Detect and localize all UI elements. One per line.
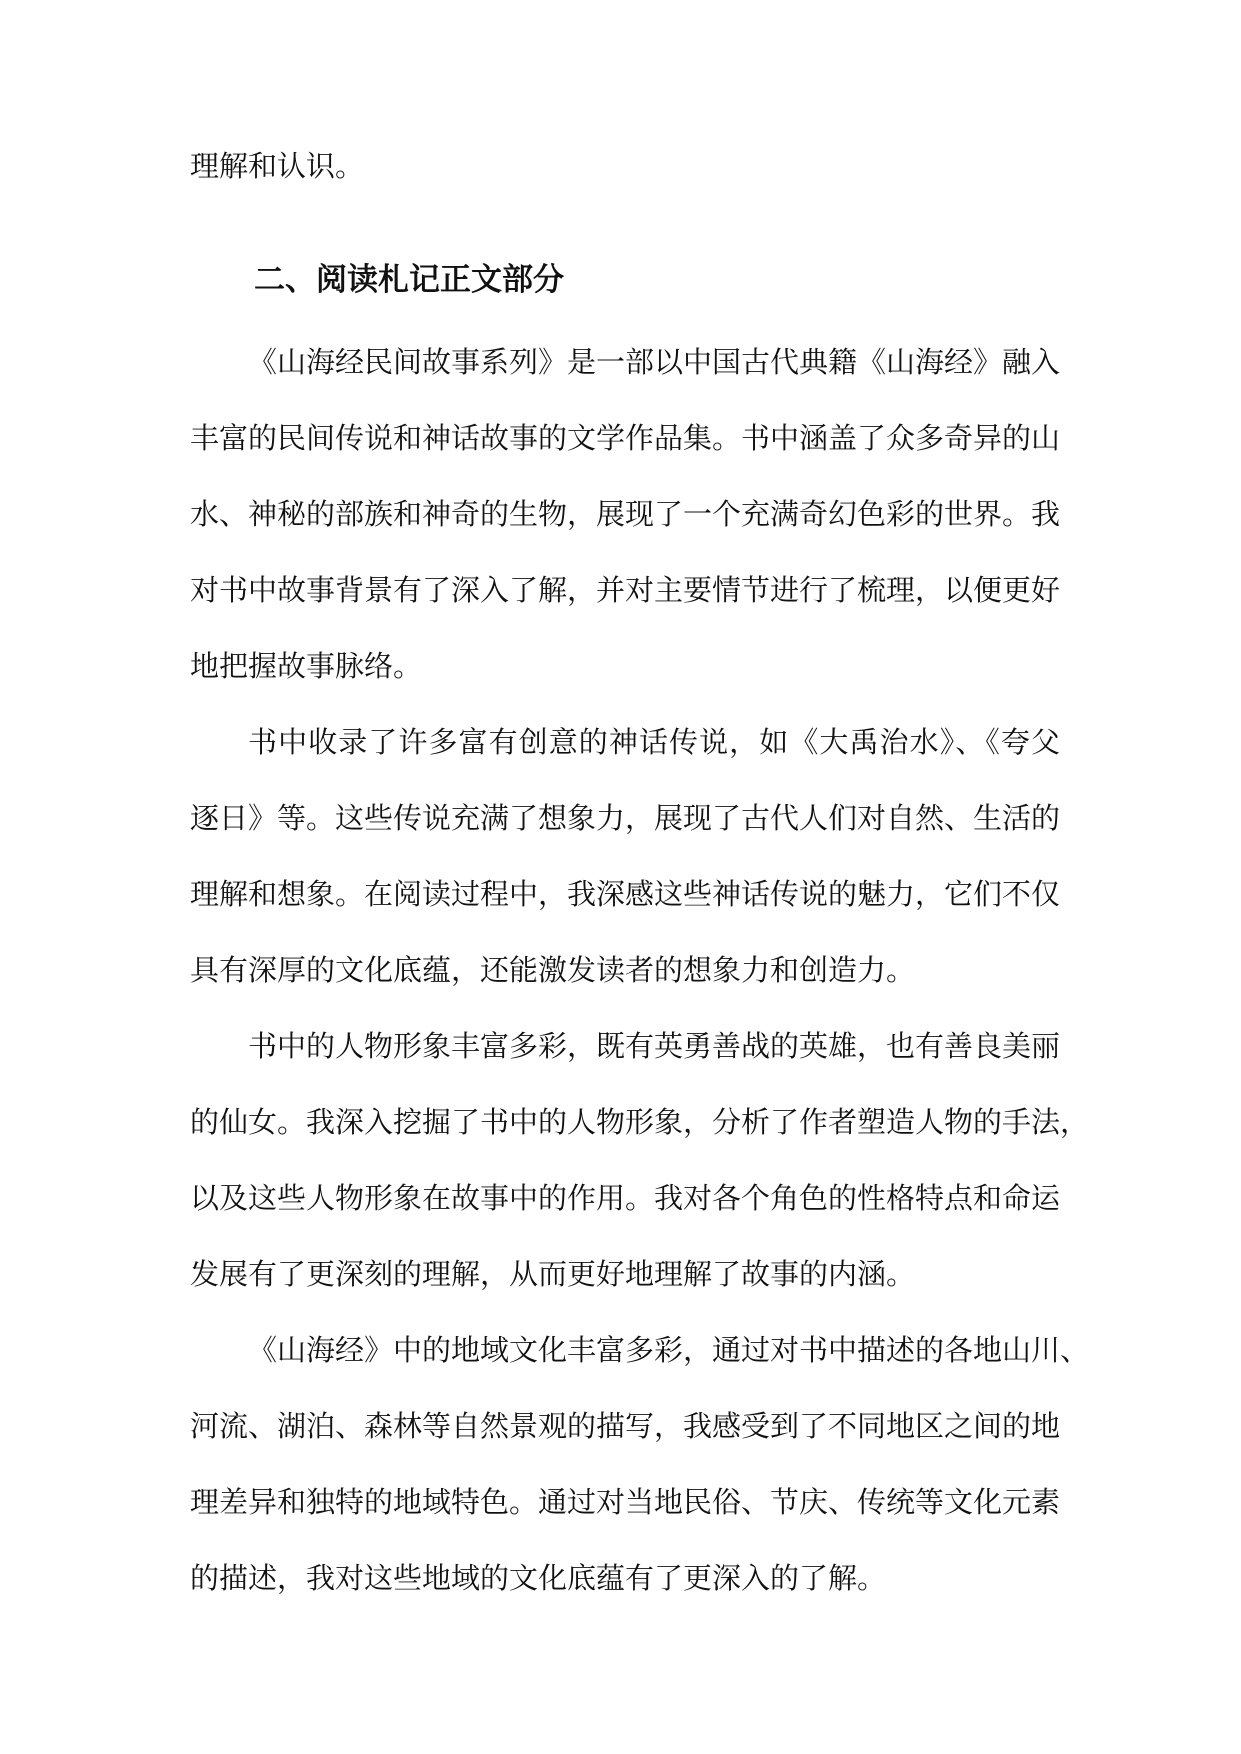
paragraph-line: 《山海经民间故事系列》是一部以中国古代典籍《山海经》融入 — [248, 345, 1061, 379]
paragraph-line: 《山海经》中的地域文化丰富多彩，通过对书中描述的各地山川、 — [248, 1333, 1090, 1367]
paragraph-line: 理差异和独特的地域特色。通过对当地民俗、节庆、传统等文化元素 — [190, 1485, 1061, 1519]
continuation-line: 理解和认识。 — [190, 149, 365, 183]
paragraph-line: 水、神秘的部族和神奇的生物，展现了一个充满奇幻色彩的世界。我 — [190, 497, 1061, 531]
paragraph-line: 理解和想象。在阅读过程中，我深感这些神话传说的魅力，它们不仅 — [190, 877, 1061, 911]
paragraph-line: 对书中故事背景有了深入了解，并对主要情节进行了梳理，以便更好 — [190, 573, 1061, 607]
section-heading: 二、阅读札记正文部分 — [254, 262, 564, 298]
paragraph-line: 发展有了更深刻的理解，从而更好地理解了故事的内涵。 — [190, 1257, 916, 1291]
paragraph-line: 河流、湖泊、森林等自然景观的描写，我感受到了不同地区之间的地 — [190, 1409, 1061, 1443]
paragraph-line: 地把握故事脉络。 — [190, 649, 423, 683]
paragraph-line: 以及这些人物形象在故事中的作用。我对各个角色的性格特点和命运 — [190, 1181, 1061, 1215]
paragraph-line: 的描述，我对这些地域的文化底蕴有了更深入的了解。 — [190, 1561, 887, 1595]
paragraph-line: 书中的人物形象丰富多彩，既有英勇善战的英雄，也有善良美丽 — [248, 1029, 1061, 1063]
paragraph-line: 逐日》等。这些传说充满了想象力，展现了古代人们对自然、生活的 — [190, 801, 1061, 835]
paragraph-line: 具有深厚的文化底蕴，还能激发读者的想象力和创造力。 — [190, 953, 916, 987]
paragraph-line: 丰富的民间传说和神话故事的文学作品集。书中涵盖了众多奇异的山 — [190, 421, 1061, 455]
paragraph-line: 的仙女。我深入挖掘了书中的人物形象，分析了作者塑造人物的手法， — [190, 1105, 1090, 1139]
paragraph-line: 书中收录了许多富有创意的神话传说，如《大禹治水》、《夸父 — [248, 725, 1060, 759]
